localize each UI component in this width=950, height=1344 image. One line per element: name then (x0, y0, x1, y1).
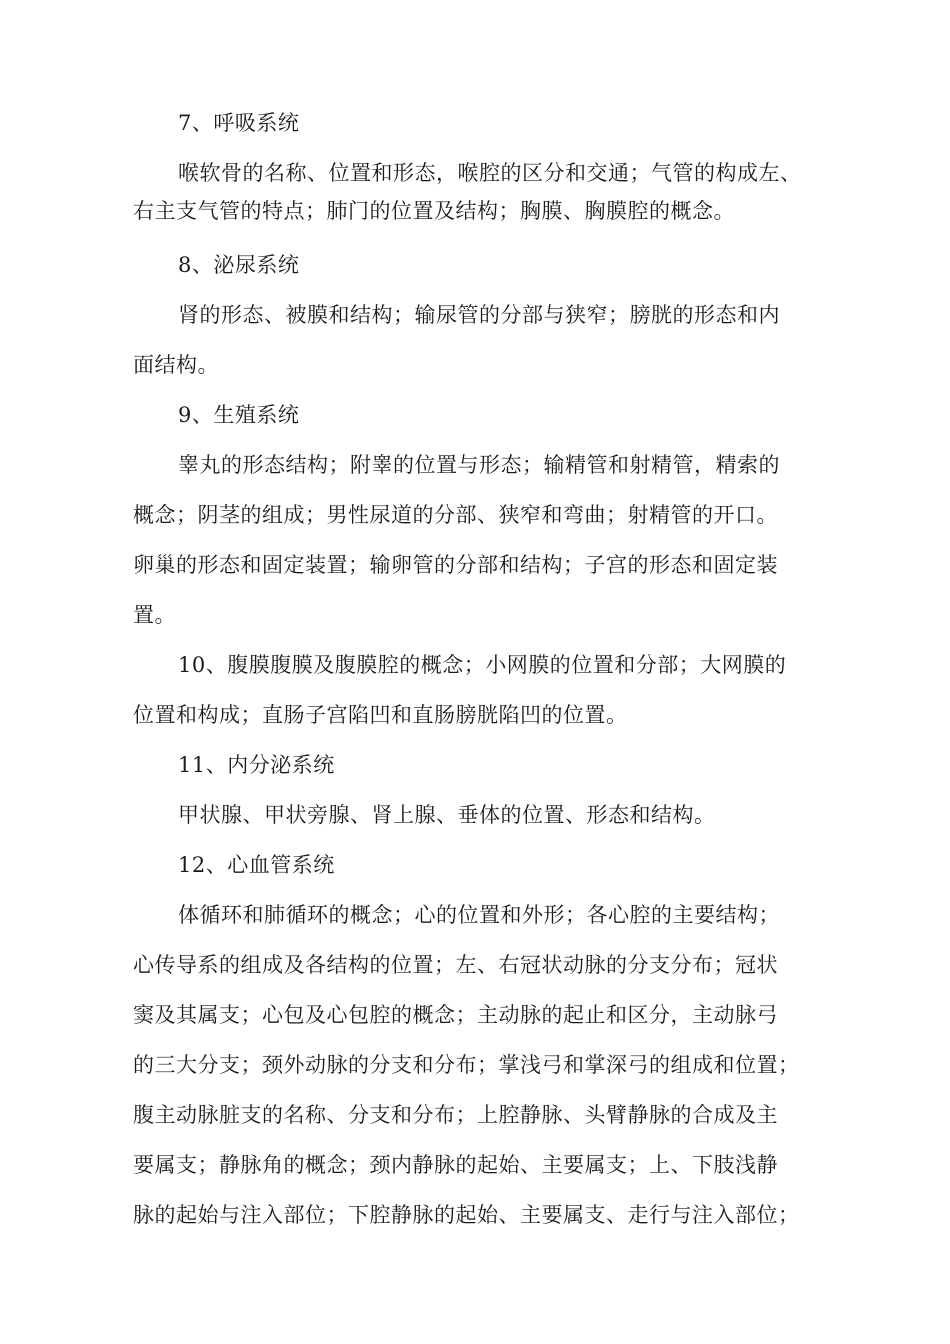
paragraph-line: 窦及其属支；心包及心包腔的概念；主动脉的起止和区分，主动脉弓 (133, 1003, 778, 1027)
section-heading: 11、内分泌系统 (178, 753, 335, 777)
paragraph-line: 置。 (133, 603, 176, 627)
section-heading: 8、泌尿系统 (178, 253, 300, 277)
paragraph-line: 要属支；静脉角的概念；颈内静脉的起始、主要属支；上、下肢浅静 (133, 1153, 778, 1177)
paragraph-line: 的三大分支；颈外动脉的分支和分布；掌浅弓和掌深弓的组成和位置； (133, 1053, 800, 1077)
paragraph-line: 卵巢的形态和固定装置；输卵管的分部和结构；子宫的形态和固定装 (133, 553, 778, 577)
paragraph-line: 甲状腺、甲状旁腺、肾上腺、垂体的位置、形态和结构。 (178, 803, 716, 827)
paragraph-line: 睾丸的形态结构；附睾的位置与形态；输精管和射精管，精索的 (178, 453, 780, 477)
paragraph-line: 肾的形态、被膜和结构；输尿管的分部与狭窄；膀胱的形态和内 (178, 303, 780, 327)
paragraph-line: 心传导系的组成及各结构的位置；左、右冠状动脉的分支分布；冠状 (133, 953, 778, 977)
paragraph-line: 脉的起始与注入部位；下腔静脉的起始、主要属支、走行与注入部位； (133, 1203, 800, 1227)
paragraph-line: 位置和构成；直肠子宫陷凹和直肠膀胱陷凹的位置。 (133, 703, 628, 727)
paragraph-line: 面结构。 (133, 353, 219, 377)
paragraph-line: 右主支气管的特点；肺门的位置及结构；胸膜、胸膜腔的概念。 (133, 199, 735, 223)
document-body (133, 98, 833, 1240)
section-heading: 9、生殖系统 (178, 403, 300, 427)
paragraph-line: 喉软骨的名称、位置和形态，喉腔的区分和交通；气管的构成左、 (178, 161, 802, 185)
section-heading: 7、呼吸系统 (178, 111, 300, 135)
paragraph-line: 体循环和肺循环的概念；心的位置和外形；各心腔的主要结构； (178, 903, 780, 927)
paragraph-line: 概念；阴茎的组成；男性尿道的分部、狭窄和弯曲；射精管的开口。 (133, 503, 778, 527)
section-heading: 12、心血管系统 (178, 853, 335, 877)
paragraph-line: 10、腹膜腹膜及腹膜腔的概念；小网膜的位置和分部；大网膜的 (178, 653, 787, 677)
paragraph-line: 腹主动脉脏支的名称、分支和分布；上腔静脉、头臂静脉的合成及主 (133, 1103, 778, 1127)
